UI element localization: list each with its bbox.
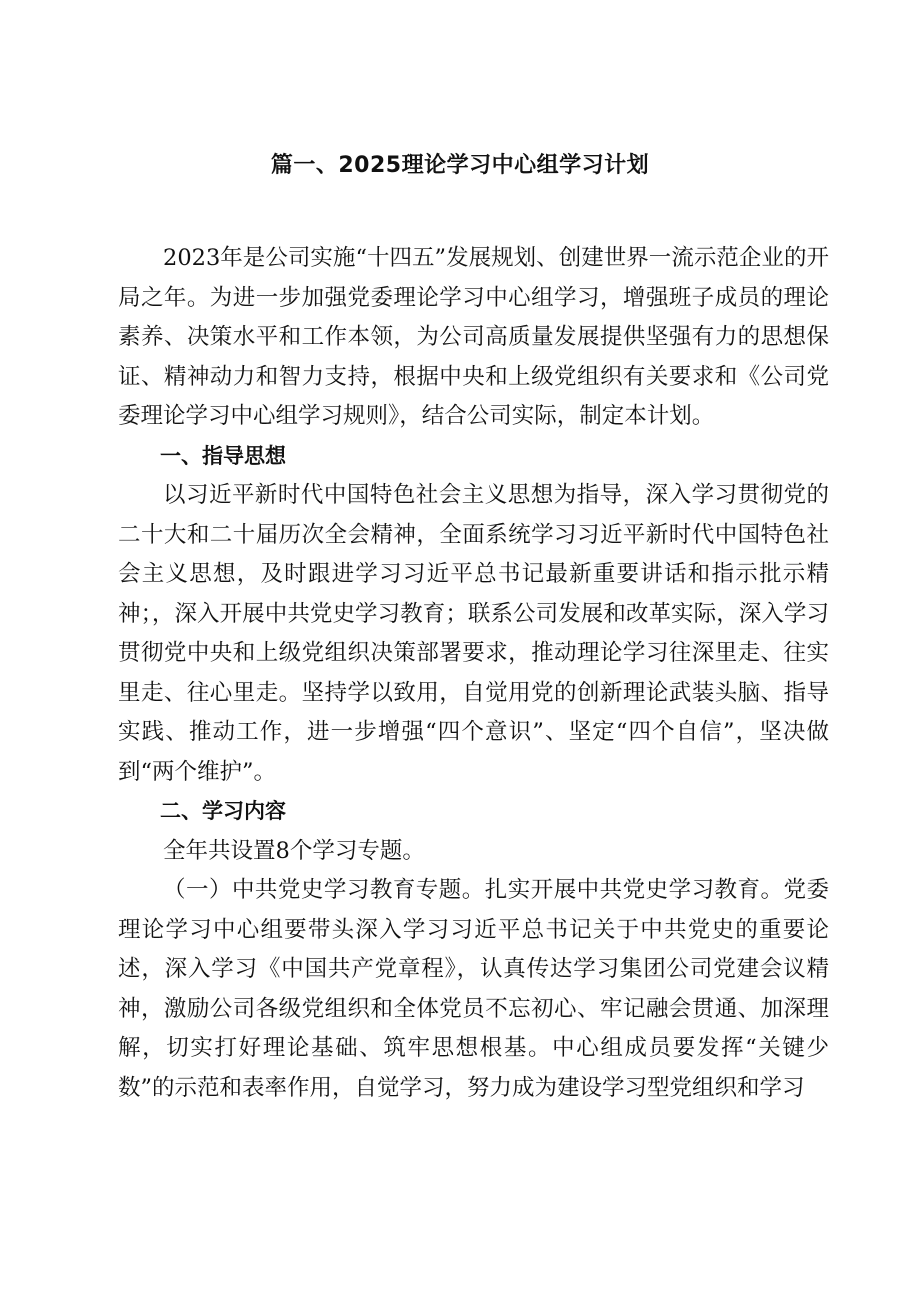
study-content-summary: 全年共设置8个学习专题。: [163, 837, 425, 864]
study-topic-item-1: （一）中共党史学习教育专题。扎实开展中共党史学习教育。党委理论学习中心组要带头深入学习习近平总书记关于中共党史的重要论述，深入学习《中国共产党章程》，认真传达学习集团公司党建会议精神，激励公司各级党组织和全体党员不忘初心、牢记融会贯通、加深理解，切实打好理论基础、筑牢思想根基。中心组成员要发挥“关键少数”的示范和表率作用，自觉学习，努力成为建设学习型党组织和学习: [118, 877, 829, 1101]
section-heading-study-content: 二、学习内容: [160, 799, 286, 823]
guiding-thought-paragraph: 以习近平新时代中国特色社会主义思想为指导，深入学习贯彻党的二十大和二十届历次全会精神，全面系统学习习近平新时代中国特色社会主义思想，及时跟进学习习近平总书记最新重要讲话和指示批示精神；，深入开展中共党史学习教育；联系公司发展和改革实际，深入学习贯彻党中央和上级党组织决策部署要求，推动理论学习往深里走、往实里走、往心里走。坚持学以致用，自觉用党的创新理论武装头脑、指导实践、推动工作，进一步增强“四个意识”、坚定“四个自信”，坚决做到“两个维护”。: [118, 482, 829, 785]
section-heading-guiding-thought: 一、指导思想: [160, 443, 286, 468]
document-title: 篇一、2025理论学习中心组学习计划: [270, 153, 650, 178]
document-body: [118, 239, 829, 1108]
intro-paragraph: 2023年是公司实施“十四五”发展规划、创建世界一流示范企业的开局之年。为进一步加强党委理论学习中心组学习，增强班子成员的理论素养、决策水平和工作本领，为公司高质量发展提供坚强有力的思想保证、精神动力和智力支持，根据中央和上级党组织有关要求和《公司党委理论学习中心组学习规则》，结合公司实际，制定本计划。: [118, 245, 829, 429]
